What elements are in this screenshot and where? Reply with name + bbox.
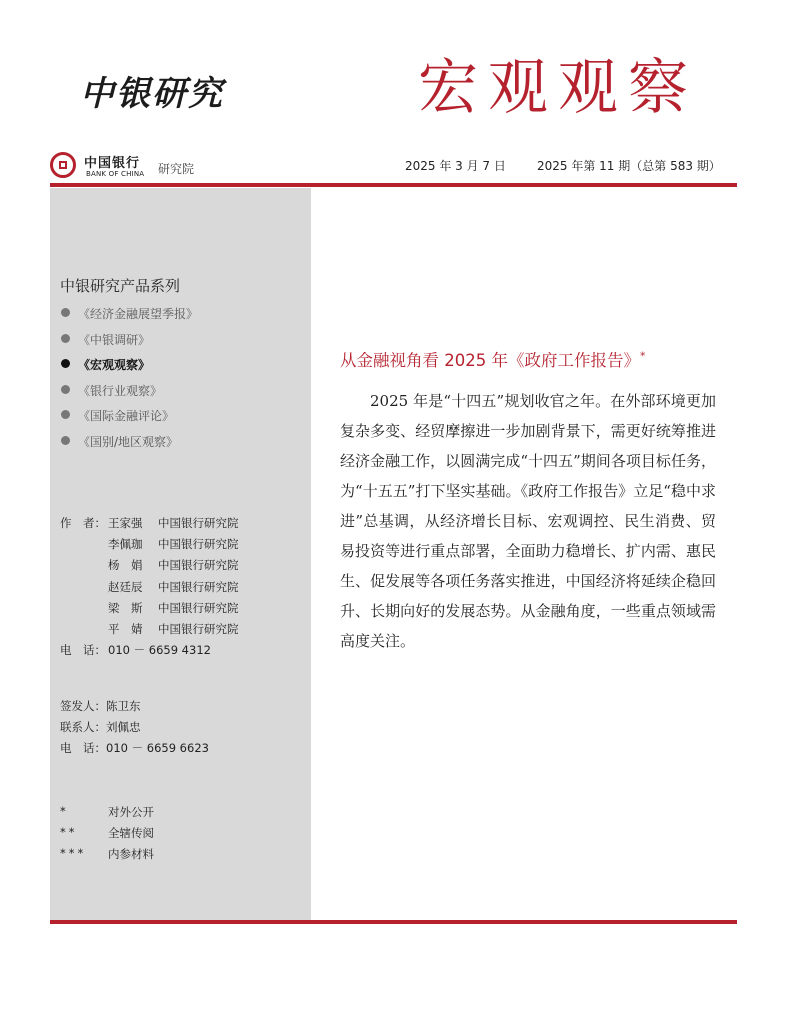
contact-phone: 010 － 6659 6623 [106,741,209,756]
bullet-icon [61,308,70,317]
authors-phone-row [60,642,239,663]
issuer-name: 陈卫东 [106,699,141,713]
legend-mark: ** [60,825,78,840]
calligraphy-brand: 中银研究 [80,74,224,114]
bank-name-en: BANK OF CHINA [86,170,145,178]
author-org: 中国银行研究院 [158,558,239,573]
authors-phone: 010 － 6659 4312 [108,643,211,658]
contact-label: 联系人： [60,720,106,735]
legend-text: 对外公开 [108,805,154,819]
bullet-icon [61,359,70,368]
authors-label: 作 者： [60,516,106,530]
phone-label: 电 话： [60,643,106,658]
author-name: 杨 娟 [108,558,143,573]
author-row [60,536,239,557]
series-item-label: 《经济金融展望季报》 [78,307,199,321]
top-divider [50,183,737,187]
author-name: 梁 斯 [108,600,143,615]
author-org: 中国银行研究院 [158,600,239,615]
footnote-mark: * [639,349,646,363]
author-name: 平 婧 [108,621,143,636]
series-title: 中银研究产品系列 [60,277,181,295]
author-name: 赵廷辰 [108,579,143,594]
author-org: 中国银行研究院 [158,516,239,530]
series-item-label: 《国际金融评论》 [78,409,175,423]
series-item [60,382,198,408]
series-list [60,305,198,458]
bullet-icon [61,334,70,343]
bottom-divider [50,920,737,924]
bullet-icon [61,410,70,419]
contact-phone-row [60,740,209,761]
legend-text: 内参材料 [108,847,154,862]
author-row [60,621,239,642]
series-item-label: 《银行业观察》 [78,383,163,398]
legend-mark: *** [60,846,87,861]
author-org: 中国银行研究院 [158,537,239,552]
series-item [60,331,198,357]
phone-label: 电 话： [60,741,106,756]
series-item-label: 《国别/地区观察》 [78,434,179,449]
series-item [60,433,198,459]
legend-row [60,846,154,867]
bank-of-china-logo-icon [50,152,76,178]
author-row [60,557,239,578]
bullet-icon [61,436,70,445]
author-org: 中国银行研究院 [158,621,239,636]
series-item [60,305,198,331]
series-item-active [60,356,198,382]
contact-name: 刘佩忠 [106,720,141,735]
issuer-label: 签发人： [60,699,106,713]
article-title [340,347,645,371]
contact-row [60,719,209,740]
series-item-label: 《中银调研》 [78,332,151,347]
issuer-row [60,698,209,719]
page-title: 宏观观察 [418,53,698,123]
author-row [60,515,239,536]
contacts-block [60,698,209,762]
author-row [60,600,239,621]
series-item [60,407,198,433]
legend-mark: * [60,804,69,818]
author-row [60,579,239,600]
legend-text: 全辖传阅 [108,826,154,841]
institute-label: 研究院 [158,162,195,176]
article-paragraph: 2025 年是“十四五”规划收官之年。在外部环境更加复杂多变、经贸摩擦进一步加剧背景下，需更好统筹推进经济金融工作，以圆满完成“十四五”期间各项目标任务，为“十五五”打下坚实基础。《政府工作报告》立足“稳中求进”总基调，从经济增长目标、宏观调控、民生消费、贸易投资等进行重点部署，全面助力稳增长、扩内需、惠民生、促发展等各项任务落实推进，中国经济将延续企稳回升、长期向好的发展态势。从金融角度，一些重点领域需高度关注。 [340,392,716,650]
confidentiality-legend [60,804,154,868]
series-item-label: 《宏观观察》 [78,358,151,372]
article-title-text: 从金融视角看 2025 年《政府工作报告》 [340,351,640,370]
issue-number: 2025 年第 11 期（总第 583 期） [537,159,721,173]
bullet-icon [61,385,70,394]
authors-block [60,515,239,663]
author-name: 王家强 [108,516,143,530]
report-date: 2025 年 3 月 7 日 [405,159,506,173]
author-org: 中国银行研究院 [158,579,239,594]
legend-row [60,804,154,825]
legend-row [60,825,154,846]
author-name: 李佩珈 [108,537,143,552]
bank-name-cn: 中国银行 [84,156,141,171]
